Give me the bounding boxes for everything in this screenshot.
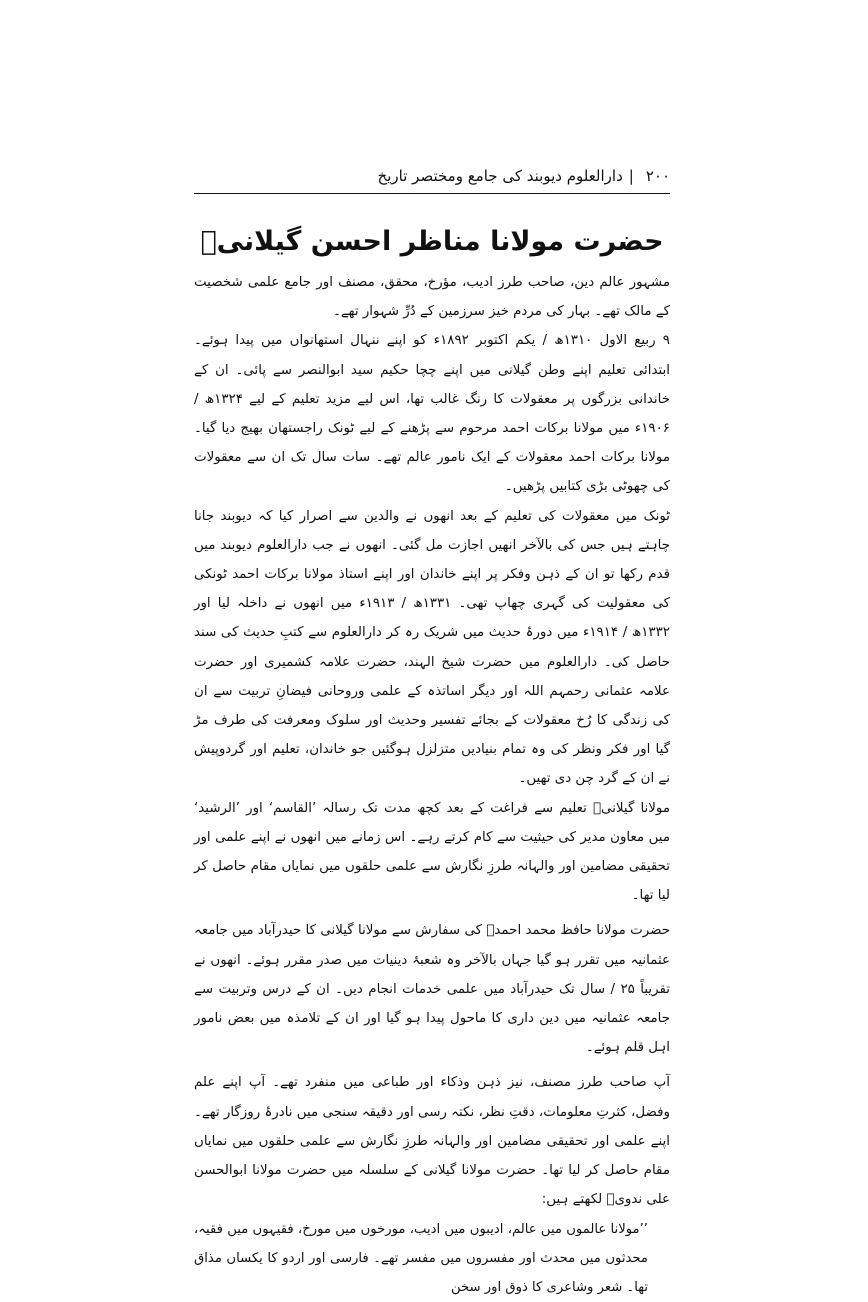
paragraph-journalism: مولانا گیلانیؒ تعلیم سے فراغت کے بعد کچھ مدت تک رسالہ ’القاسم‘ اور ’الرشید‘ میں معاون مدیر کی حیثیت سے کام کرتے رہے۔ اس زمانے میں انھوں نے اپنے علمی اور تحقیقی مضامین اور والہانہ طرزِ نگارش سے علمی حلقوں میں نمایاں مقام حاصل کر لیا تھا۔: [194, 794, 670, 911]
header-rule: [194, 193, 670, 194]
header-separator: |: [623, 167, 640, 185]
book-title: دارالعلوم دیوبند کی جامع ومختصر تاریخ: [378, 167, 623, 185]
page-number: ۲۰۰: [640, 167, 670, 185]
paragraph-hyderabad: حضرت مولانا حافظ محمد احمدؒ کی سفارش سے مولانا گیلانی کا حیدرآباد میں جامعہ عثمانیہ میں تقرر ہو گیا جہاں بالآخر وہ شعبۂ دینیات میں صدر مقرر ہوئے۔ انھوں نے تقریباً ۲۵ / سال تک حیدرآباد میں علمی خدمات انجام دیں۔ ان کے درس وتربیت سے جامعہ عثمانیہ میں دین داری کا ماحول پیدا ہو گیا اور ان کے تلامذہ میں بعض نامور اہل قلم ہوئے۔: [194, 916, 670, 1062]
paragraph-intro: مشہور عالم دین، صاحب طرز ادیب، مؤرخ، محقق، مصنف اور جامع علمی شخصیت کے مالک تھے۔ بہار کی مردم خیز سرزمین کے دُرِّ شہوار تھے۔: [194, 268, 670, 326]
paragraph-birth-education: ۹ ربیع الاول ۱۳۱۰ھ / یکم اکتوبر ۱۸۹۲ء کو اپنے ننہال استھانواں میں پیدا ہوئے۔ ابتدائی تعلیم اپنے وطن گیلانی میں اپنے چچا حکیم سید ابوالنصر سے پائی۔ ان کے خاندانی بزرگوں پر معقولات کا رنگ غالب تھا، اس لیے مزید تعلیم کے لیے ۱۳۲۴ھ / ۱۹۰۶ء میں مولانا برکات احمد مرحوم سے پڑھنے کے لیے ٹونک راجستھان بھیج دیا گیا۔ مولانا برکات احمد معقولات کے ایک نامور عالم تھے۔ سات سال تک ان سے معقولات کی چھوٹی بڑی کتابیں پڑھیں۔: [194, 326, 670, 501]
chapter-title: حضرت مولانا مناظر احسن گیلانیؒ: [194, 222, 670, 262]
paragraph-character: آپ صاحب طرز مصنف، نیز ذہن وذکاء اور طباعی میں منفرد تھے۔ آپ اپنے علم وفضل، کثرتِ معلومات، دقتِ نظر، نکتہ رسی اور دقیقہ سنجی میں نادرۂ روزگار تھے۔ اپنے علمی اور تحقیقی مضامین اور والہانہ طرزِ نگارش سے علمی حلقوں میں نمایاں مقام حاصل کر لیا تھا۔ حضرت مولانا گیلانی کے سلسلہ میں حضرت مولانا ابوالحسن علی ندویؒ لکھتے ہیں:: [194, 1068, 670, 1214]
block-quote: ’’مولانا عالموں میں عالم، ادیبوں میں ادیب، مورخوں میں مورخ، فقیہوں میں فقیہ، محدثوں میں محدث اور مفسروں میں مفسر تھے۔ فارسی اور اردو کا یکساں مذاق تھا۔ شعر وشاعری کا ذوق اور سخن: [194, 1215, 648, 1302]
running-header: [194, 162, 670, 190]
article-body: [194, 268, 670, 1302]
paragraph-deoband: ٹونک میں معقولات کی تعلیم کے بعد انھوں نے والدین سے اصرار کیا کہ دیوبند جانا چاہتے ہیں جس کی بالآخر انھیں اجازت مل گئی۔ انھوں نے جب دارالعلوم دیوبند میں قدم رکھا تو ان کے ذہن وفکر پر اپنے خاندان اور اپنے استاذ مولانا برکات احمد ٹونکی کی معقولیت کی گہری چھاپ تھی۔ ۱۳۳۱ھ / ۱۹۱۳ء میں انھوں نے داخلہ لیا اور ۱۳۳۲ھ / ۱۹۱۴ء میں دورۂ حدیث میں شریک رہ کر دارالعلوم سے کتبِ حدیث کی سند حاصل کی۔ دارالعلوم میں حضرت شیخ الہند، حضرت علامہ کشمیری اور حضرت علامہ عثمانی رحمہم اللہ اور دیگر اساتذہ کے علمی وروحانی فیضانِ تربیت سے ان کی زندگی کا رُخ معقولات کے بجائے تفسیر وحدیث اور سلوک ومعرفت کی طرف مڑ گیا اور فکر ونظر کی وہ تمام بنیادیں متزلزل ہوگئیں جو خاندان، تعلیم اور گردوپیش نے ان کے گرد چن دی تھیں۔: [194, 502, 670, 794]
